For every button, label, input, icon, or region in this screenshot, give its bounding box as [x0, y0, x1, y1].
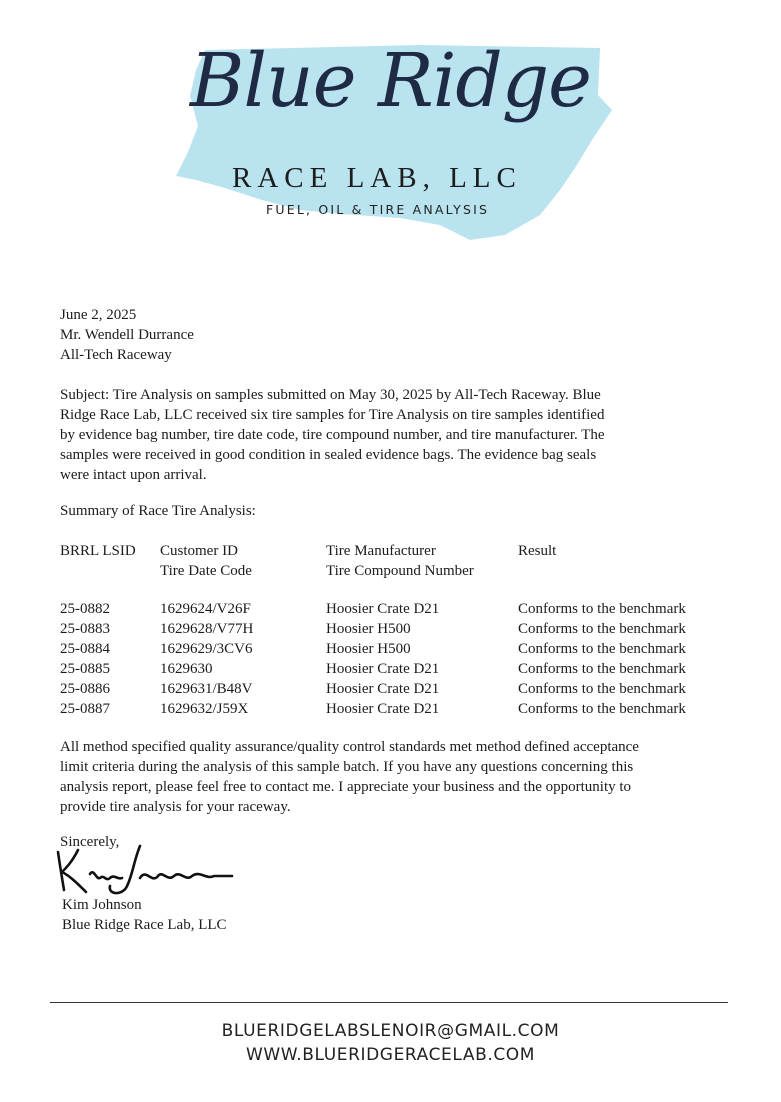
closing-line: provide tire analysis for your raceway. [60, 799, 291, 815]
cell-result: Conforms to the benchmark [518, 661, 686, 677]
recipient-name: Mr. Wendell Durrance [60, 327, 194, 343]
signer-block [62, 895, 227, 935]
cell-lsid: 25-0883 [60, 621, 110, 637]
signer-name: Kim Johnson [62, 897, 142, 913]
subject-line: by evidence bag number, tire date code, tire compound number, and tire manufacturer. The [60, 427, 605, 443]
handwritten-signature [44, 838, 244, 898]
cell-manufacturer: Hoosier Crate D21 [326, 701, 440, 717]
table-row [60, 679, 730, 699]
cell-lsid: 25-0886 [60, 681, 110, 697]
header-tire-manufacturer: Tire Manufacturer [326, 543, 436, 559]
header-tire-compound: Tire Compound Number [326, 563, 474, 579]
letterhead-logo [0, 0, 781, 260]
cell-result: Conforms to the benchmark [518, 701, 686, 717]
logo-script-wordmark [190, 38, 620, 124]
summary-heading: Summary of Race Tire Analysis: [60, 503, 256, 519]
closing-line: analysis report, please feel free to contact me. I appreciate your business and the opportunity to [60, 779, 632, 795]
sign-off: Sincerely, [60, 834, 120, 850]
closing-line: limit criteria during the analysis of this sample batch. If you have any questions concerning this [60, 759, 634, 775]
cell-lsid: 25-0882 [60, 601, 110, 617]
table-row [60, 619, 730, 639]
table-row [60, 659, 730, 679]
subject-paragraph [60, 385, 720, 485]
header-brrl-lsid: BRRL LSID [60, 543, 136, 559]
cell-result: Conforms to the benchmark [518, 601, 686, 617]
logo-company-name: RACE LAB, LLC [232, 162, 522, 194]
footer-email: BLUERIDGELABSLENOIR@GMAIL.COM [221, 1021, 560, 1041]
cell-result: Conforms to the benchmark [518, 621, 686, 637]
cell-manufacturer: Hoosier Crate D21 [326, 601, 440, 617]
table-row [60, 639, 730, 659]
subject-line: samples were received in good condition in sealed evidence bags. The evidence bag seals [60, 447, 597, 463]
closing-line: All method specified quality assurance/quality control standards met method defined acceptance [60, 739, 639, 755]
logo-script-text: Blue Ridge [190, 38, 591, 124]
header-customer-id: Customer ID [160, 543, 238, 559]
cell-customer-id: 1629629/3CV6 [160, 641, 253, 657]
signer-org: Blue Ridge Race Lab, LLC [62, 917, 227, 933]
subject-line: Ridge Race Lab, LLC received six tire samples for Tire Analysis on tire samples identified [60, 407, 605, 423]
cell-manufacturer: Hoosier H500 [326, 621, 411, 637]
header-result: Result [518, 543, 557, 559]
cell-manufacturer: Hoosier H500 [326, 641, 411, 657]
table-row [60, 599, 730, 619]
cell-customer-id: 1629630 [160, 661, 213, 677]
logo-tagline: FUEL, OIL & TIRE ANALYSIS [266, 202, 490, 217]
cell-customer-id: 1629631/B48V [160, 681, 253, 697]
cell-lsid: 25-0884 [60, 641, 110, 657]
footer-divider [50, 1002, 728, 1003]
header-tire-date-code: Tire Date Code [160, 563, 252, 579]
cell-customer-id: 1629628/V77H [160, 621, 254, 637]
cell-manufacturer: Hoosier Crate D21 [326, 681, 440, 697]
cell-manufacturer: Hoosier Crate D21 [326, 661, 440, 677]
cell-result: Conforms to the benchmark [518, 681, 686, 697]
cell-lsid: 25-0887 [60, 701, 110, 717]
closing-paragraph [60, 737, 720, 817]
cell-result: Conforms to the benchmark [518, 641, 686, 657]
subject-line: Subject: Tire Analysis on samples submitted on May 30, 2025 by All-Tech Raceway. Blue [60, 387, 601, 403]
table-row [60, 699, 730, 719]
cell-lsid: 25-0885 [60, 661, 110, 677]
address-block [60, 305, 194, 365]
letter-date: June 2, 2025 [60, 307, 137, 323]
signature-stroke [58, 846, 232, 893]
cell-customer-id: 1629624/V26F [160, 601, 251, 617]
recipient-org: All-Tech Raceway [60, 347, 172, 363]
subject-line: were intact upon arrival. [60, 467, 207, 483]
footer-website: WWW.BLUERIDGERACELAB.COM [245, 1045, 536, 1065]
cell-customer-id: 1629632/J59X [160, 701, 249, 717]
